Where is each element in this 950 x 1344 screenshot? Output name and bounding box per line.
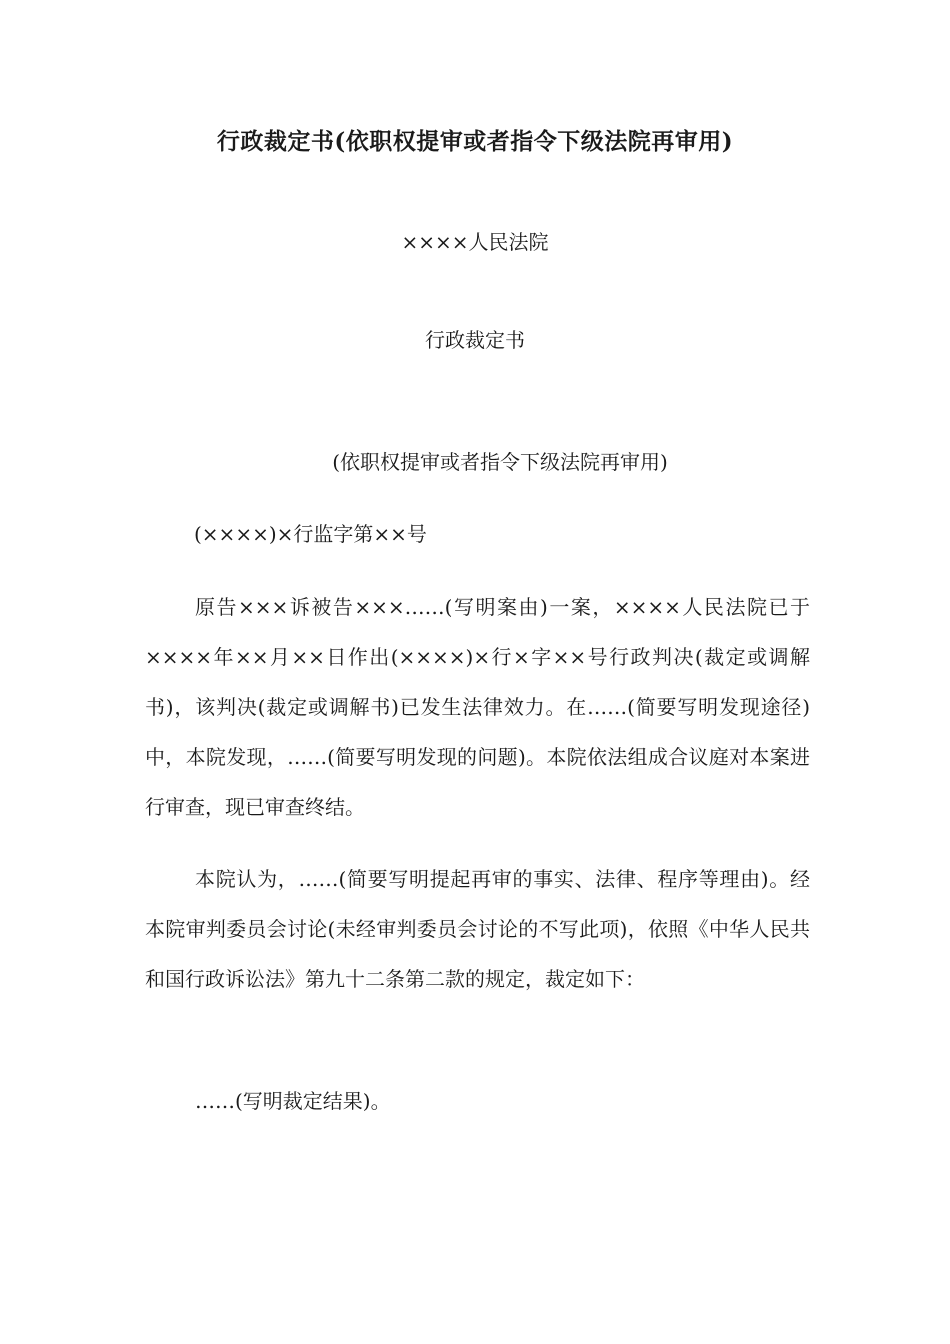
usage-note: (依职权提审或者指令下级法院再审用) xyxy=(332,450,668,474)
body-paragraph-facts: 原告×××诉被告×××……(写明案由)一案，××××人民法院已于××××年××月××日作出(××××)×行×字××号行政判决(裁定或调解书)，该判决(裁定或调解书)已发生法律效力。在……(简要写明发现途径)中，本院发现，……(简要写明发现的问题)。本院依法组成合议庭对本案进行审查，现已审查终结。 xyxy=(145,595,810,819)
body-paragraph-reasoning: 本院认为，……(简要写明提起再审的事实、法律、程序等理由)。经本院审判委员会讨论(未经审判委员会讨论的不写此项)，依照《中华人民共和国行政诉讼法》第九十二条第二款的规定，裁定如下： xyxy=(145,867,810,991)
document-type: 行政裁定书 xyxy=(425,328,525,352)
document-title: 行政裁定书(依职权提审或者指令下级法院再审用) xyxy=(216,128,734,155)
case-number: (××××)×行监字第××号 xyxy=(194,522,427,546)
body-paragraph-ruling: ……(写明裁定结果)。 xyxy=(195,1089,391,1113)
court-name: ××××人民法院 xyxy=(401,230,549,254)
